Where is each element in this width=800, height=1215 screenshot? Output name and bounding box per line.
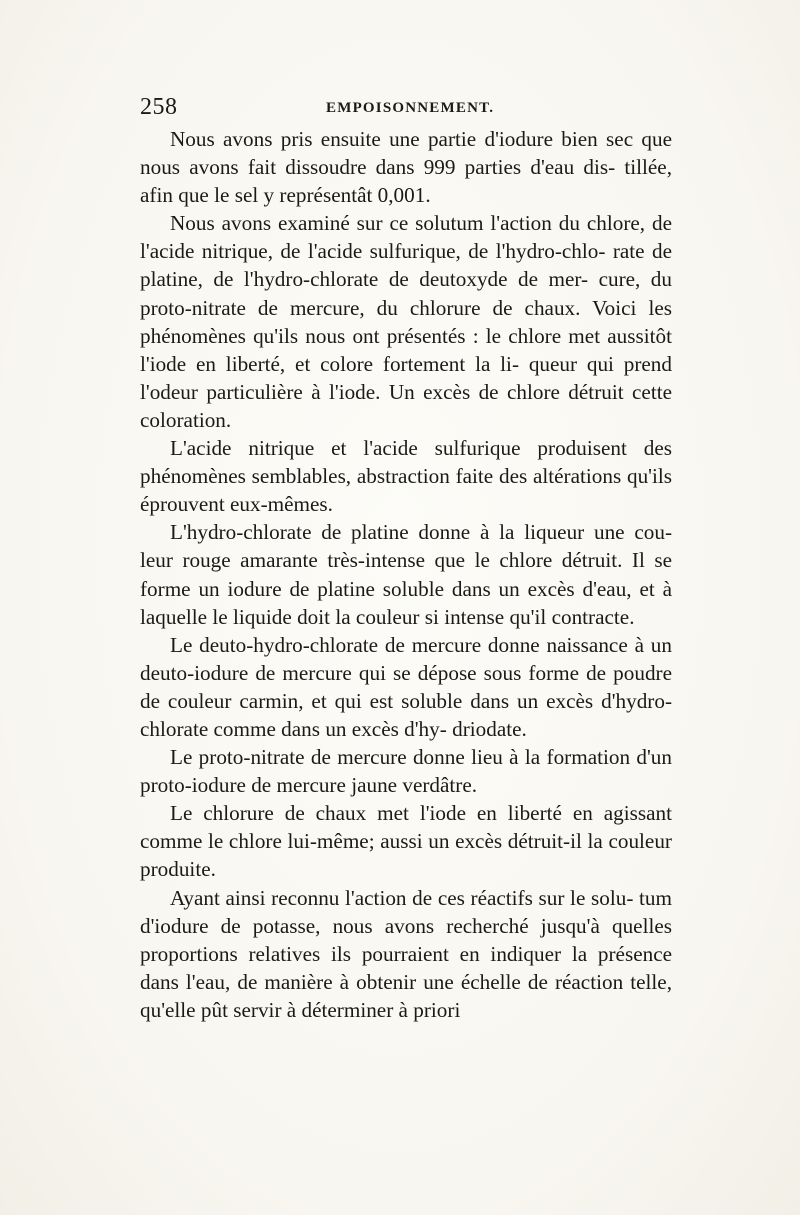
paragraph: L'hydro-chlorate de platine donne à la liqueur une cou- leur rouge amarante très-intense que le chlore détruit. Il se forme un iodure de platine soluble dans un excès d'eau, et à laquelle le liquide doit la couleur si intense qu'il contracte. <box>140 520 672 629</box>
paragraph: L'acide nitrique et l'acide sulfurique produisent des phénomènes semblables, abstraction faite des altérations qu'ils éprouvent eux-mêmes. <box>140 436 672 517</box>
paragraph: Nous avons examiné sur ce solutum l'action du chlore, de l'acide nitrique, de l'acide sulfurique, de l'hydro-chlo- rate de platine, de l'hydro-chlorate de deutoxyde de mer- cure, du proto-nitrate de mercure, du chlorure de chaux. Voici les phénomènes qu'ils nous ont présentés : le chlore met aussitôt l'iode en liberté, et colore fortement la li- queur qui prend l'odeur particulière à l'iode. Un excès de chlore détruit cette coloration. <box>140 211 672 432</box>
paragraph: Le chlorure de chaux met l'iode en liberté en agissant comme le chlore lui-même; aussi un excès détruit-il la couleur produite. <box>140 801 672 882</box>
body-text <box>140 125 672 1024</box>
page-number: 258 <box>140 94 178 120</box>
paragraph: Le deuto-hydro-chlorate de mercure donne naissance à un deuto-iodure de mercure qui se dépose sous forme de poudre de couleur carmin, et qui est soluble dans un excès d'hydro-chlorate comme dans un excès d'hy- driodate. <box>140 632 672 741</box>
paragraph: Le proto-nitrate de mercure donne lieu à la formation d'un proto-iodure de mercure jaune verdâtre. <box>140 745 672 798</box>
running-head <box>140 94 676 120</box>
paragraph: Ayant ainsi reconnu l'action de ces réactifs sur le solu- tum d'iodure de potasse, nous avons recherché jusqu'à quelles proportions relatives ils pourraient en indiquer la présence dans l'eau, de manière à obtenir une échelle de réaction telle, qu'elle pût servir à déterminer à priori <box>140 885 672 1022</box>
paragraph: Nous avons pris ensuite une partie d'iodure bien sec que nous avons fait dissoudre dans 999 parties d'eau dis- tillée, afin que le sel y représentât 0,001. <box>140 127 672 208</box>
running-title: EMPOISONNEMENT. <box>326 100 495 116</box>
